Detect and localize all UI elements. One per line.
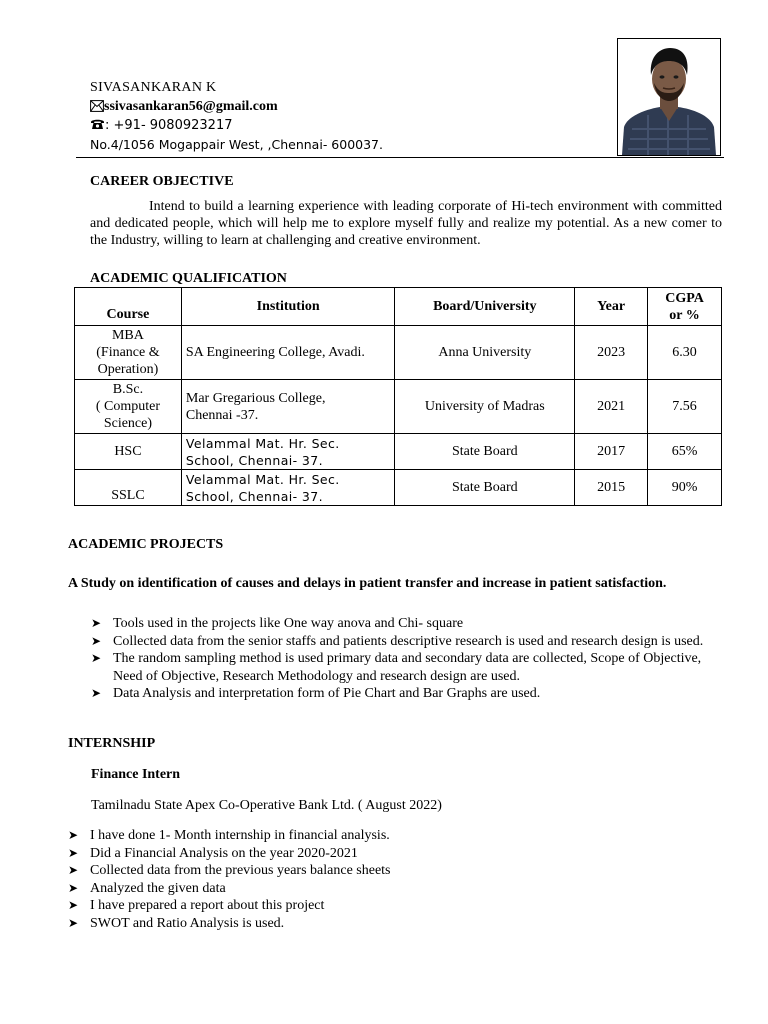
year-cell: 2023	[575, 326, 648, 380]
board-cell: Anna University	[395, 326, 575, 380]
cgpa-header-line-1: CGPA	[665, 290, 704, 306]
list-item	[68, 915, 718, 933]
arrowhead-bullet-icon: ➤	[91, 616, 102, 630]
cgpa-header-line-2: or %	[669, 307, 700, 323]
course-line-3: Operation)	[97, 362, 159, 377]
institution-cell	[181, 470, 395, 506]
column-header-institution: Institution	[181, 288, 395, 326]
candidate-name: SIVASANKARAN K	[90, 80, 217, 95]
table-header-row	[75, 288, 722, 326]
bullet-text: I have done 1- Month internship in financial analysis.	[90, 828, 390, 843]
arrowhead-bullet-icon: ➤	[68, 880, 79, 895]
academic-projects-heading: ACADEMIC PROJECTS	[68, 537, 224, 552]
course-line-1: B.Sc.	[112, 382, 144, 397]
board-cell: State Board	[395, 470, 575, 506]
column-header-year: Year	[575, 288, 648, 326]
course-line-2: (Finance &	[96, 345, 160, 360]
internship-role: Finance Intern	[91, 767, 181, 782]
profile-photo	[617, 38, 721, 156]
institution-line-2: School, Chennai- 37.	[185, 452, 324, 468]
column-header-course: Course	[75, 288, 182, 326]
arrowhead-bullet-icon: ➤	[91, 651, 102, 665]
list-item	[91, 685, 721, 703]
table-row	[75, 470, 722, 506]
course-cell: SSLC	[75, 470, 182, 506]
year-cell: 2021	[575, 380, 648, 434]
telephone-icon	[90, 118, 105, 135]
academic-qualification-heading: ACADEMIC QUALIFICATION	[90, 271, 287, 286]
course-cell	[75, 326, 182, 380]
table-row	[75, 380, 722, 434]
qualification-table	[74, 287, 722, 506]
course-line-2: ( Computer	[95, 399, 161, 414]
table-row	[75, 434, 722, 470]
institution-line-2: Chennai -37.	[185, 407, 259, 423]
list-item	[91, 650, 721, 685]
board-cell: University of Madras	[395, 380, 575, 434]
internship-bullet-list	[68, 827, 718, 932]
course-cell: HSC	[75, 434, 182, 470]
institution-line-1: Mar Gregarious College,	[185, 390, 326, 406]
list-item	[68, 897, 718, 915]
arrowhead-bullet-icon: ➤	[68, 863, 79, 877]
phone-number: : +91- 9080923217	[105, 118, 233, 133]
bullet-text: The random sampling method is used primary data and secondary data are collected, Scope of Objective, Need of Objective, Research Methodology and research design are used.	[113, 651, 702, 684]
bullet-text: Collected data from the senior staffs and patients descriptive research is used and research design is used.	[113, 633, 704, 649]
email-line	[90, 99, 278, 117]
institution-cell	[181, 434, 395, 470]
list-item	[91, 633, 721, 651]
list-item	[91, 615, 721, 633]
institution-cell	[181, 380, 395, 434]
arrowhead-bullet-icon: ➤	[91, 633, 102, 648]
career-objective-text: Intend to build a learning experience with leading corporate of Hi-tech environment with committed and dedicated people, which will help me to explore myself fully and realize my potential. As a new comer to the Industry, willing to learn at challenging and creative environment.	[90, 199, 722, 248]
bullet-text: Analyzed the given data	[90, 880, 226, 896]
internship-heading: INTERNSHIP	[68, 736, 156, 751]
cgpa-cell: 7.56	[648, 380, 722, 434]
address: No.4/1056 Mogappair West, ,Chennai- 600037.	[90, 137, 383, 152]
list-item	[68, 880, 718, 898]
table-row	[75, 326, 722, 380]
institution-line-1: Velammal Mat. Hr. Sec.	[185, 471, 340, 487]
phone-line	[90, 118, 232, 135]
list-item	[68, 862, 718, 880]
bullet-text: I have prepared a report about this project	[90, 898, 325, 913]
arrowhead-bullet-icon: ➤	[68, 898, 79, 912]
cgpa-cell: 90%	[648, 470, 722, 506]
internship-organization: Tamilnadu State Apex Co-Operative Bank Ltd. ( August 2022)	[91, 798, 442, 813]
year-cell: 2017	[575, 434, 648, 470]
year-cell: 2015	[575, 470, 648, 506]
institution-cell	[181, 326, 395, 380]
arrowhead-bullet-icon: ➤	[68, 915, 79, 930]
course-cell	[75, 380, 182, 434]
board-cell: State Board	[395, 434, 575, 470]
institution-line-1: Velammal Mat. Hr. Sec.	[185, 435, 340, 451]
header-divider	[76, 157, 724, 158]
course-line-3: Science)	[103, 416, 153, 431]
institution-line-2: School, Chennai- 37.	[185, 488, 324, 504]
envelope-icon	[90, 100, 104, 117]
arrowhead-bullet-icon: ➤	[68, 828, 79, 842]
list-item	[68, 845, 718, 863]
institution-line-1: SA Engineering College, Avadi.	[185, 345, 365, 360]
bullet-text: Collected data from the previous years balance sheets	[90, 863, 391, 878]
project-title: A Study on identification of causes and delays in patient transfer and increase in patient satisfaction.	[68, 576, 667, 591]
bullet-text: Data Analysis and interpretation form of Pie Chart and Bar Graphs are used.	[113, 686, 541, 701]
bullet-text: Tools used in the projects like One way anova and Chi- square	[113, 616, 464, 631]
course-line-1: MBA	[111, 328, 144, 343]
career-objective-heading: CAREER OBJECTIVE	[90, 174, 234, 189]
bullet-text: SWOT and Ratio Analysis is used.	[90, 915, 285, 931]
list-item	[68, 827, 718, 845]
arrowhead-bullet-icon: ➤	[91, 686, 102, 700]
cgpa-cell: 6.30	[648, 326, 722, 380]
project-bullet-list	[91, 615, 721, 703]
cgpa-cell: 65%	[648, 434, 722, 470]
column-header-cgpa	[648, 288, 722, 326]
column-header-board: Board/University	[395, 288, 575, 326]
email-address[interactable]: ssivasankaran56@gmail.com	[104, 99, 278, 114]
arrowhead-bullet-icon: ➤	[68, 845, 79, 860]
bullet-text: Did a Financial Analysis on the year 2020-2021	[90, 845, 358, 861]
